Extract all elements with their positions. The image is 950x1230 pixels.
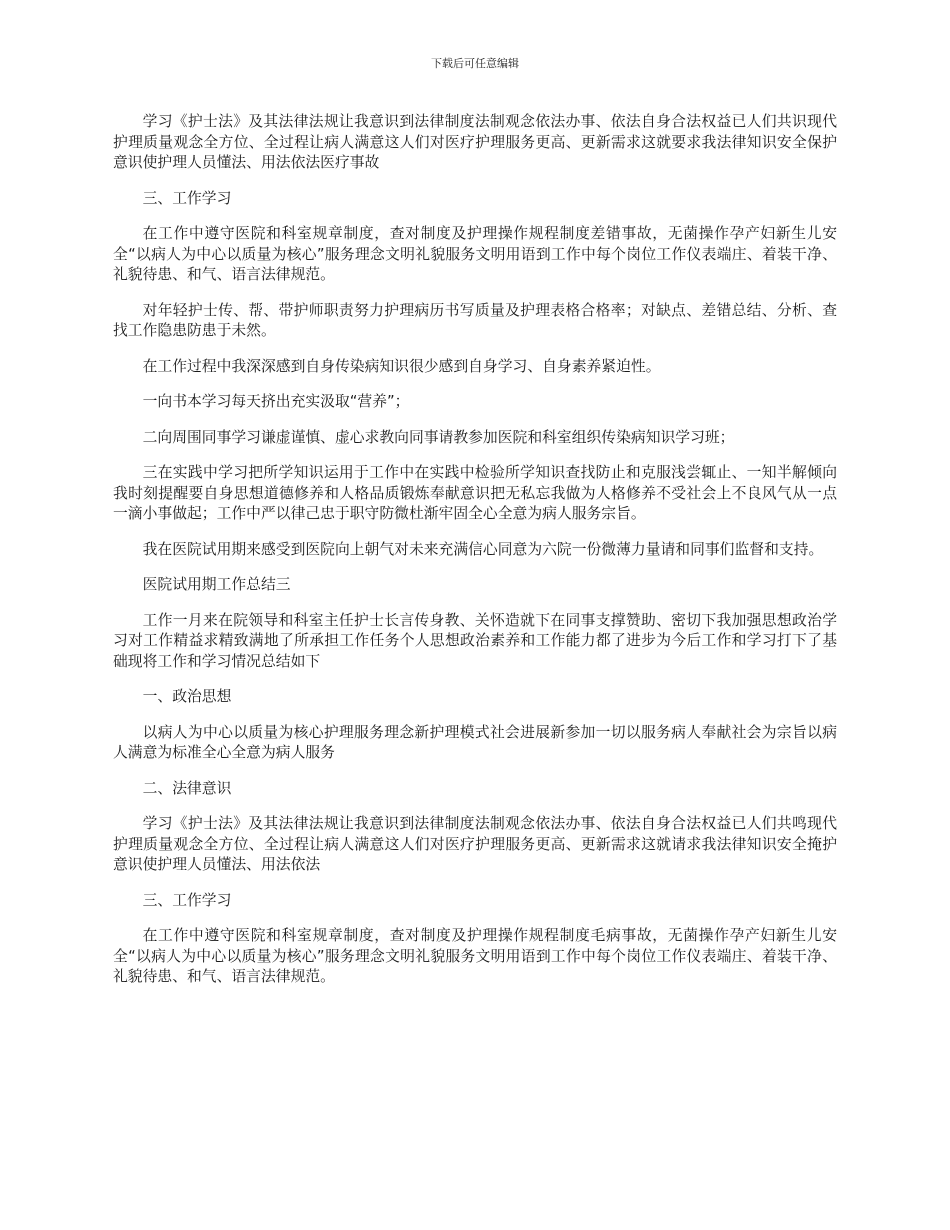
paragraph: 学习《护士法》及其法律法规让我意识到法律制度法制观念依法办事、依法自身合法权益已人们共识现代护理质量观念全方位、全过程让病人满意这人们对医疗护理服务更高、更新需求这就要求我法律知识安全保护意识使护理人员懂法、用法依法医疗事故 [113, 113, 837, 171]
page-header: 下载后可任意编辑 [431, 57, 519, 70]
paragraph: 在工作中遵守医院和科室规章制度，查对制度及护理操作规程制度毛病事故，无菌操作孕产妇新生儿安全“以病人为中心以质量为核心”服务理念文明礼貌服务文明用语到工作中每个岗位工作仪表端庄、着装干净、礼貌待患、和气、语言法律规范。 [113, 927, 837, 985]
paragraph: 我在医院试用期来感受到医院向上朝气对未来充满信心同意为六院一份微薄力量请和同事们监督和支持。 [142, 540, 824, 558]
paragraph: 一向书本学习每天挤出充实汲取“营养”； [142, 393, 410, 410]
section-heading: 三、工作学习 [142, 891, 232, 909]
paragraph: 二向周围同事学习谦虚谨慎、虚心求教向同事请教参加医院和科室组织传染病知识学习班； [142, 428, 735, 446]
paragraph: 对年轻护士传、帮、带护师职责努力护理病历书写质量及护理表格合格率；对缺点、差错总结、分析、查找工作隐患防患于未然。 [113, 301, 837, 339]
section-heading: 三、工作学习 [142, 189, 232, 207]
paragraph: 在工作过程中我深深感到自身传染病知识很少感到自身学习、自身素养紧迫性。 [142, 357, 661, 375]
section-heading: 二、法律意识 [142, 779, 232, 797]
paragraph: 学习《护士法》及其法律法规让我意识到法律制度法制观念依法办事、依法自身合法权益已人们共鸣现代护理质量观念全方位、全过程让病人满意这人们对医疗护理服务更高、更新需求这就请求我法律知识安全掩护意识使护理人员懂法、用法依法 [113, 815, 837, 873]
paragraph: 以病人为中心以质量为核心护理服务理念新护理模式社会进展新参加一切以服务病人奉献社会为宗旨以病人满意为标准全心全意为病人服务 [113, 723, 837, 761]
section-heading: 一、政治思想 [142, 688, 232, 705]
section-title: 医院试用期工作总结三 [142, 576, 291, 593]
document-body [113, 112, 837, 1003]
paragraph: 三在实践中学习把所学知识运用于工作中在实践中检验所学知识查找防止和克服浅尝辄止、一知半解倾向我时刻提醒要自身思想道德修养和人格品质锻炼奉献意识把无私忘我做为人格修养不受社会上不良风气从一点一滴小事做起；工作中严以律己忠于职守防微杜渐牢固全心全意为病人服务宗旨。 [113, 464, 837, 522]
paragraph: 工作一月来在院领导和科室主任护士长言传身教、关怀造就下在同事支撑赞助、密切下我加强思想政治学习对工作精益求精致满地了所承担工作任务个人思想政治素养和工作能力都了进步为今后工作和学习打下了基础现将工作和学习情况总结如下 [113, 611, 837, 670]
paragraph: 在工作中遵守医院和科室规章制度，查对制度及护理操作规程制度差错事故，无菌操作孕产妇新生儿安全“以病人为中心以质量为核心”服务理念文明礼貌服务文明用语到工作中每个岗位工作仪表端庄、着装干净、礼貌待患、和气、语言法律规范。 [113, 225, 837, 283]
